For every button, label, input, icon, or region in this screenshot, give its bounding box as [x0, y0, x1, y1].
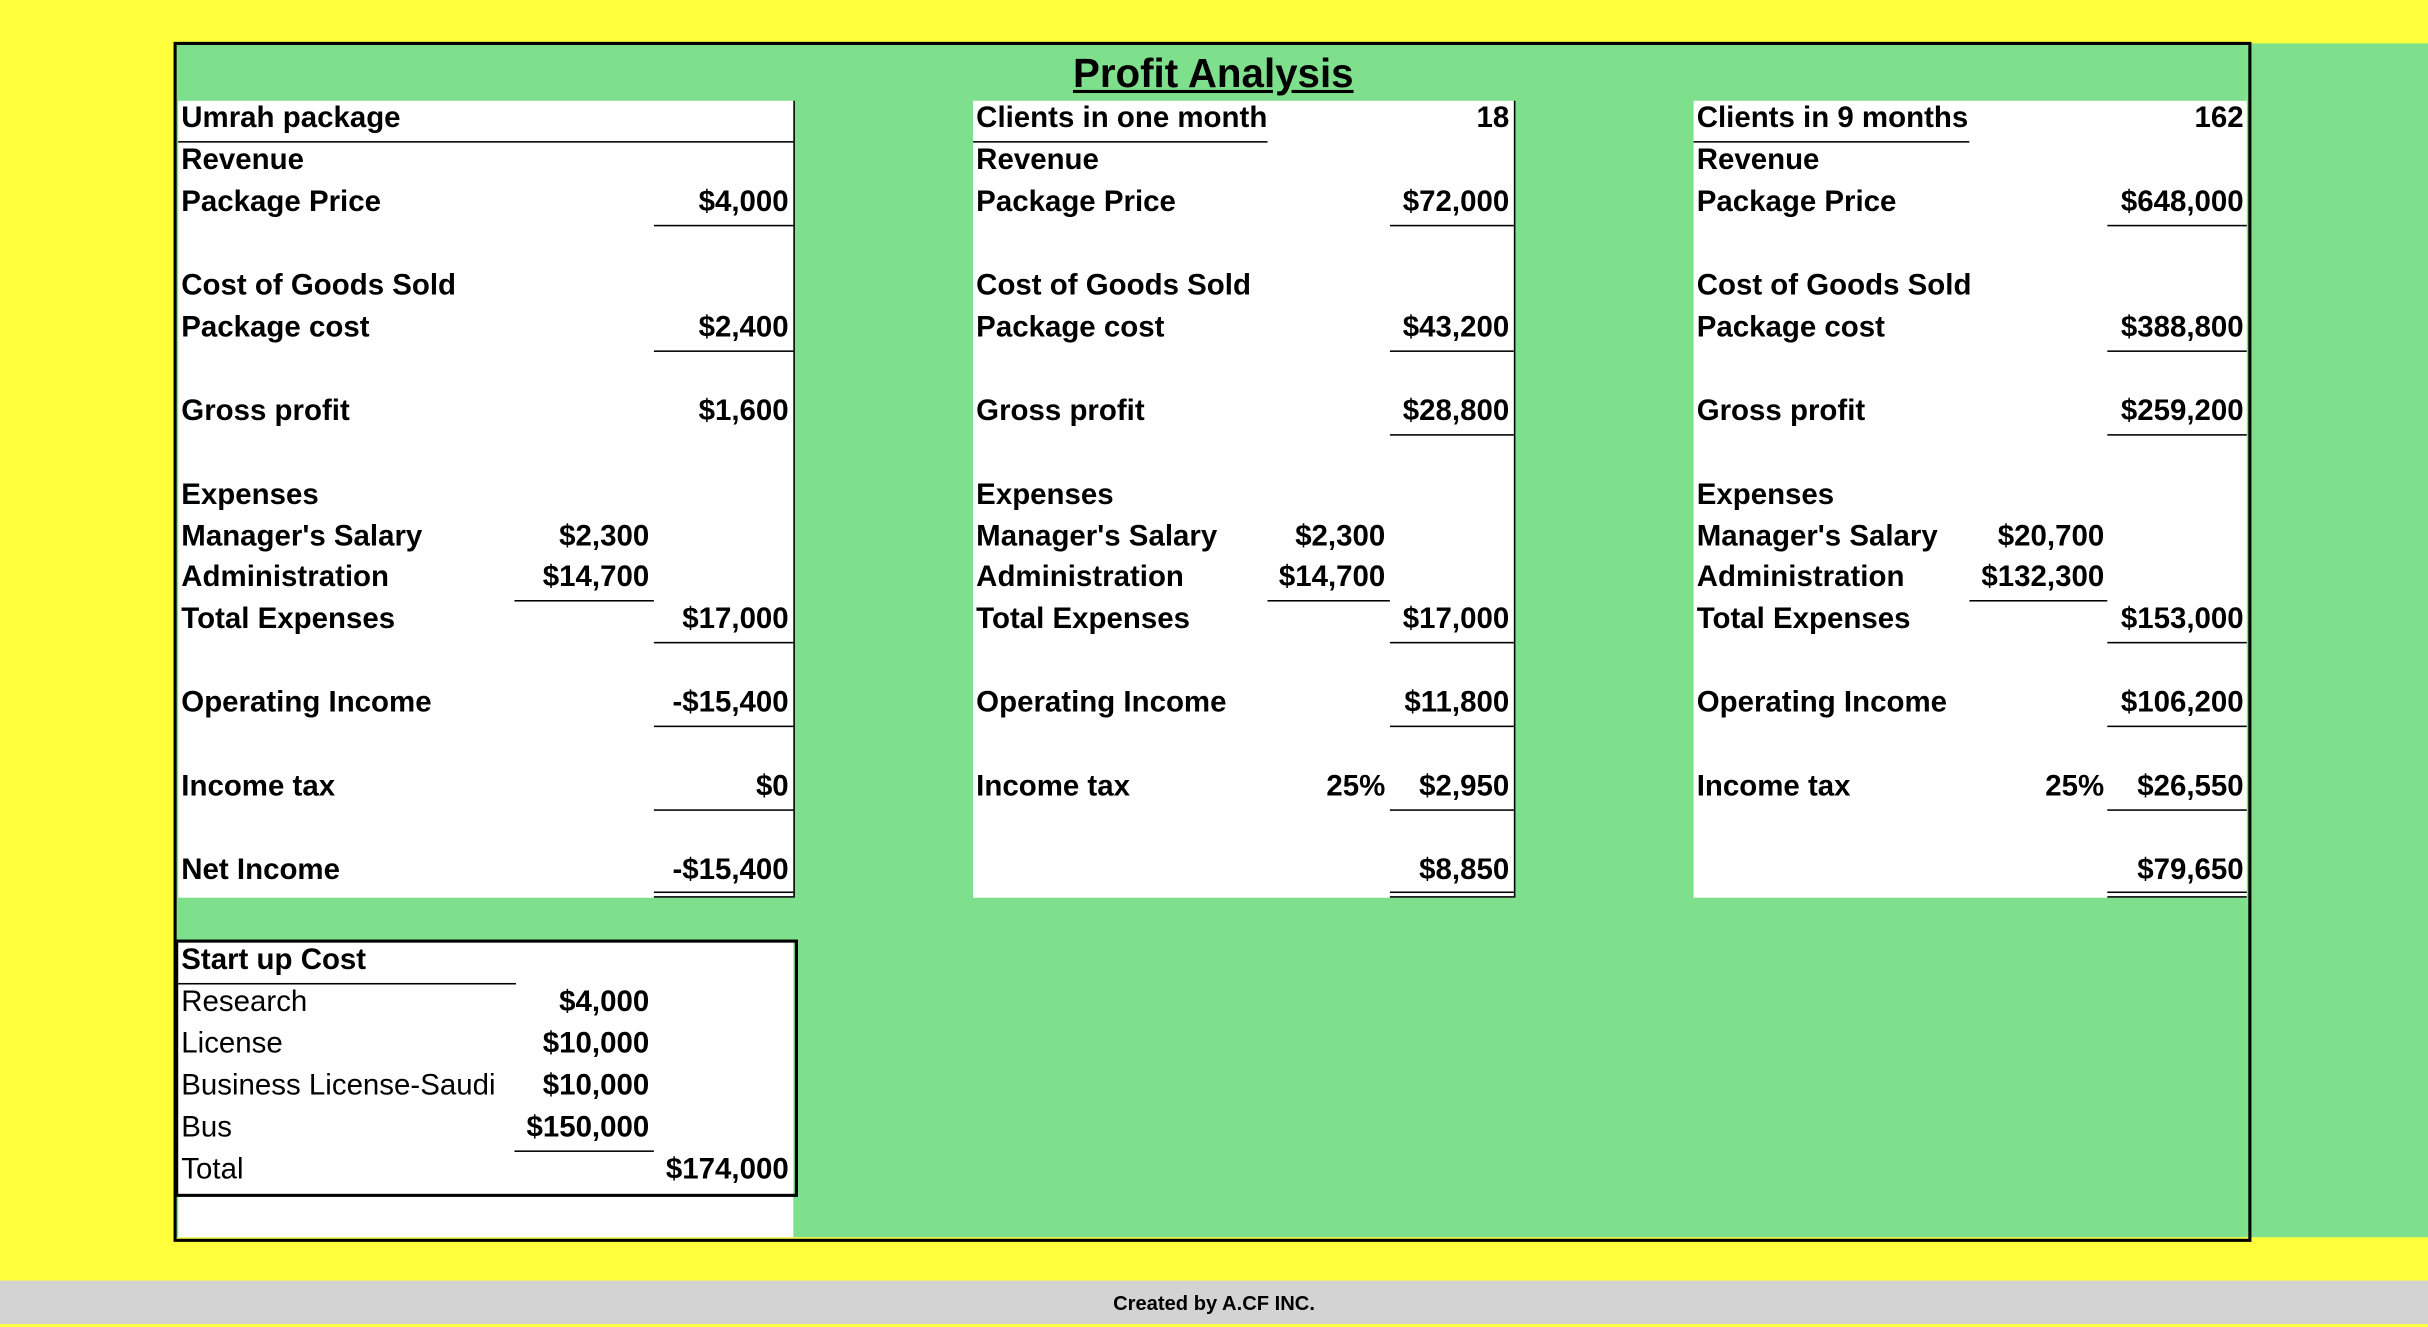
- col1-expenses-label: Expenses: [181, 479, 319, 512]
- col3-cogs-label: Cost of Goods Sold: [1696, 269, 1972, 303]
- col2-total-exp-underline: [1390, 642, 1514, 644]
- col3-net-double-underline: [2107, 891, 2246, 897]
- col1-price-value: $4,000: [698, 186, 789, 219]
- page-title: Profit Analysis: [1072, 49, 1354, 97]
- col1-salary-label: Manager's Salary: [181, 520, 423, 554]
- table-1-border: [793, 101, 795, 898]
- col1-op-income-label: Operating Income: [181, 686, 432, 720]
- col1-cogs-label: Cost of Goods Sold: [181, 269, 457, 303]
- col2-cost-label: Package cost: [976, 311, 1165, 345]
- startup-item-value: $4,000: [559, 986, 650, 1019]
- startup-total-label: Total: [181, 1153, 244, 1187]
- table-2-border: [1514, 101, 1516, 898]
- col1-admin-value: $14,700: [542, 561, 650, 594]
- col2-price-label: Package Price: [976, 186, 1176, 219]
- col1-price-label: Package Price: [181, 186, 381, 219]
- col3-op-income-value: $106,200: [2120, 686, 2244, 720]
- col3-price-label: Package Price: [1696, 186, 1897, 219]
- col2-header: Clients in one month: [976, 102, 1268, 135]
- col1-admin-underline: [514, 600, 653, 602]
- col1-net-value: -$15,400: [672, 854, 789, 887]
- col2-clients-value: 18: [1476, 102, 1510, 135]
- col1-cost-underline: [654, 350, 793, 352]
- col2-tax-underline: [1390, 809, 1514, 811]
- col1-cost-label: Package cost: [181, 311, 370, 345]
- col1-admin-label: Administration: [181, 561, 390, 594]
- sheet-extension: [2247, 43, 2428, 1237]
- col2-tax-rate: 25%: [1326, 770, 1386, 804]
- startup-item-value: $150,000: [526, 1111, 650, 1145]
- col2-cost-underline: [1390, 350, 1514, 352]
- col3-tax-underline: [2107, 809, 2246, 811]
- col1-tax-underline: [654, 809, 793, 811]
- col1-net-label: Net Income: [181, 854, 340, 887]
- col3-cost-value: $388,800: [2120, 311, 2244, 345]
- col3-price-value: $648,000: [2120, 186, 2244, 219]
- col2-price-underline: [1390, 225, 1514, 227]
- col2-op-income-value: $11,800: [1404, 686, 1510, 720]
- startup-bus-underline: [514, 1150, 653, 1152]
- startup-item-value: $10,000: [542, 1069, 650, 1103]
- col2-net-value: $8,850: [1419, 854, 1510, 887]
- col3-tax-label: Income tax: [1696, 770, 1851, 804]
- col3-net-value: $79,650: [2137, 854, 2244, 887]
- col3-gross-label: Gross profit: [1696, 395, 1866, 428]
- startup-total-value: $174,000: [665, 1153, 789, 1187]
- footer: Created by A.CF INC.: [0, 1281, 2428, 1324]
- col1-salary-value: $2,300: [559, 520, 650, 554]
- col3-clients-value: 162: [2194, 102, 2244, 135]
- col1-total-exp-value: $17,000: [682, 603, 789, 636]
- col3-gross-underline: [2107, 434, 2246, 436]
- startup-item-label: Bus: [181, 1111, 233, 1145]
- col3-op-income-underline: [2107, 726, 2246, 728]
- col3-admin-value: $132,300: [1981, 561, 2105, 594]
- col1-header: Umrah package: [181, 102, 401, 135]
- col3-expenses-label: Expenses: [1696, 479, 1835, 512]
- startup-item-label: Research: [181, 986, 308, 1019]
- col3-price-underline: [2107, 225, 2246, 227]
- col1-total-exp-underline: [654, 642, 793, 644]
- col3-gross-value: $259,200: [2120, 395, 2244, 428]
- col2-cogs-label: Cost of Goods Sold: [976, 269, 1251, 303]
- col3-cost-label: Package cost: [1696, 311, 1885, 345]
- col2-revenue-label: Revenue: [976, 144, 1099, 177]
- col1-revenue-label: Revenue: [181, 144, 305, 177]
- col3-salary-label: Manager's Salary: [1696, 520, 1938, 554]
- col1-total-exp-label: Total Expenses: [181, 603, 396, 636]
- col3-tax-rate: 25%: [2045, 770, 2105, 804]
- col2-gross-underline: [1390, 434, 1514, 436]
- startup-item-label: License: [181, 1027, 283, 1061]
- col3-salary-value: $20,700: [1997, 520, 2105, 554]
- col2-op-income-underline: [1390, 726, 1514, 728]
- col3-header: Clients in 9 months: [1696, 102, 1969, 135]
- col3-revenue-label: Revenue: [1696, 144, 1820, 177]
- col2-tax-value: $2,950: [1419, 770, 1510, 804]
- col3-total-exp-label: Total Expenses: [1696, 603, 1911, 636]
- col2-tax-label: Income tax: [976, 770, 1130, 804]
- col2-cost-value: $43,200: [1402, 311, 1510, 345]
- col2-expenses-label: Expenses: [976, 479, 1114, 512]
- col2-op-income-label: Operating Income: [976, 686, 1227, 720]
- col1-net-double-underline: [654, 891, 793, 897]
- startup-header: Start up Cost: [181, 944, 367, 977]
- col1-gross-value: $1,600: [698, 395, 789, 428]
- col2-gross-label: Gross profit: [976, 395, 1145, 428]
- col2-salary-label: Manager's Salary: [976, 520, 1218, 554]
- col2-admin-value: $14,700: [1278, 561, 1386, 594]
- col1-gross-label: Gross profit: [181, 395, 350, 428]
- col1-op-income-underline: [654, 726, 793, 728]
- col3-admin-label: Administration: [1696, 561, 1905, 594]
- col2-admin-label: Administration: [976, 561, 1184, 594]
- col1-cost-value: $2,400: [698, 311, 789, 345]
- col2-salary-value: $2,300: [1295, 520, 1386, 554]
- col3-total-exp-value: $153,000: [2120, 603, 2244, 636]
- col1-op-income-value: -$15,400: [672, 686, 789, 720]
- col3-tax-value: $26,550: [2137, 770, 2244, 804]
- col3-op-income-label: Operating Income: [1696, 686, 1947, 720]
- col2-total-exp-value: $17,000: [1402, 603, 1510, 636]
- startup-item-label: Business License-Saudi: [181, 1069, 496, 1103]
- col1-tax-label: Income tax: [181, 770, 336, 804]
- col2-total-exp-label: Total Expenses: [976, 603, 1190, 636]
- col1-tax-value: $0: [755, 770, 789, 804]
- col1-price-underline: [654, 225, 793, 227]
- col2-price-value: $72,000: [1402, 186, 1510, 219]
- col2-gross-value: $28,800: [1402, 395, 1510, 428]
- col2-net-double-underline: [1390, 891, 1514, 897]
- col3-total-exp-underline: [2107, 642, 2246, 644]
- startup-item-value: $10,000: [542, 1027, 650, 1061]
- col3-cost-underline: [2107, 350, 2246, 352]
